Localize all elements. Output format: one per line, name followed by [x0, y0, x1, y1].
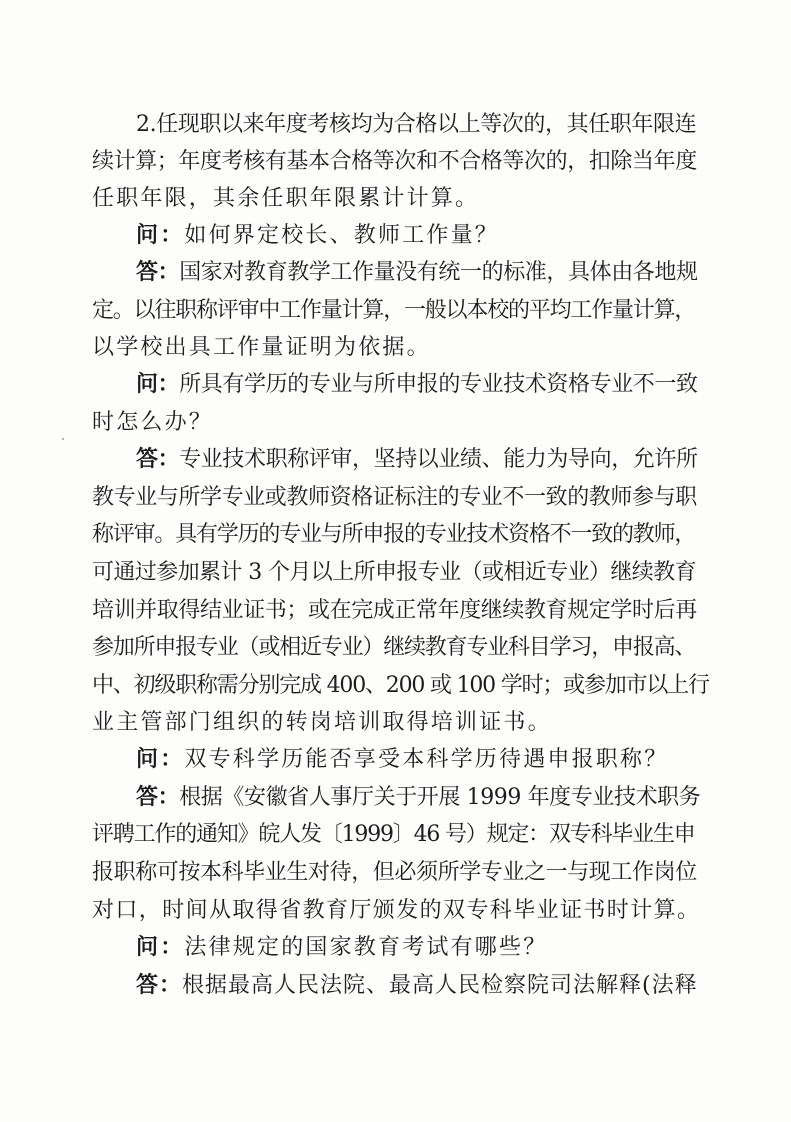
question-line: [136, 746, 668, 774]
line-text: 根据《安徽省人事厅关于开展 1999 年度专业技术职务: [179, 785, 701, 810]
text-line: 定。以往职称评审中工作量计算，一般以本校的平均工作量计算，: [92, 298, 696, 323]
question-label: 问：: [136, 372, 180, 397]
text-line: 业主管部门组织的转岗培训取得培训证书。: [92, 710, 552, 735]
line-text: 双专科学历能否享受本科学历待遇申报职称？: [184, 747, 669, 772]
answer-line: [136, 784, 700, 812]
answer-label: 答：: [136, 785, 180, 810]
line-text: 如何界定校长、教师工作量？: [184, 223, 500, 248]
question-label: 问：: [136, 935, 185, 960]
question-line: [136, 371, 698, 399]
answer-line: [136, 259, 698, 287]
scan-speck: [62, 438, 64, 440]
question-line: [136, 934, 547, 962]
line-text: 专业技术职称评审，坚持以业绩、能力为导向，允许所: [179, 447, 698, 472]
text-line: 参加所申报专业（或相近专业）继续教育专业科目学习，申报高、: [92, 635, 696, 660]
text-line: 评聘工作的通知》皖人发〔1999〕46 号）规定：双专科毕业生申: [92, 822, 695, 847]
line-text: 所具有学历的专业与所申报的专业技术资格专业不一致: [179, 372, 698, 397]
answer-label: 答：: [136, 973, 183, 998]
text-line: 报职称可按本科毕业生对待，但必须所学专业之一与现工作岗位: [92, 860, 697, 885]
text-line: 称评审。具有学历的专业与所申报的专业技术资格不一致的教师，: [92, 522, 696, 547]
text-line: 2.任现职以来年度考核均为合格以上等次的，其任职年限连: [136, 112, 697, 137]
answer-label: 答：: [136, 260, 180, 285]
text-line: 对口，时间从取得省教育厅颁发的双专科毕业证书时计算。: [92, 898, 701, 923]
text-line: 任职年限，其余任职年限累计计算。: [92, 186, 480, 211]
text-line: 可通过参加累计 3 个月以上所申报专业（或相近专业）继续教育: [92, 560, 696, 585]
question-label: 问：: [136, 747, 185, 772]
text-line: 教专业与所学专业或教师资格证标注的专业不一致的教师参与职: [92, 485, 697, 510]
answer-line: [136, 446, 698, 474]
question-label: 问：: [136, 223, 185, 248]
answer-label: 答：: [136, 447, 180, 472]
text-line: 时怎么办？: [92, 410, 214, 435]
text-line: 以学校出具工作量证明为依据。: [92, 335, 431, 360]
text-line: 中、初级职称需分别完成 400、200 或 100 学时；或参加市以上行: [92, 673, 709, 698]
text-line: 续计算；年度考核有基本合格等次和不合格等次的，扣除当年度: [92, 149, 697, 174]
text-line: 培训并取得结业证书；或在完成正常年度继续教育规定学时后再: [92, 598, 697, 623]
line-text: 国家对教育教学工作量没有统一的标准，具体由各地规: [179, 260, 698, 285]
line-text: 根据最高人民法院、最高人民检察院司法解释(法释: [182, 973, 698, 998]
answer-line: [136, 972, 698, 1000]
line-text: 法律规定的国家教育考试有哪些？: [184, 935, 548, 960]
question-line: [136, 222, 499, 250]
